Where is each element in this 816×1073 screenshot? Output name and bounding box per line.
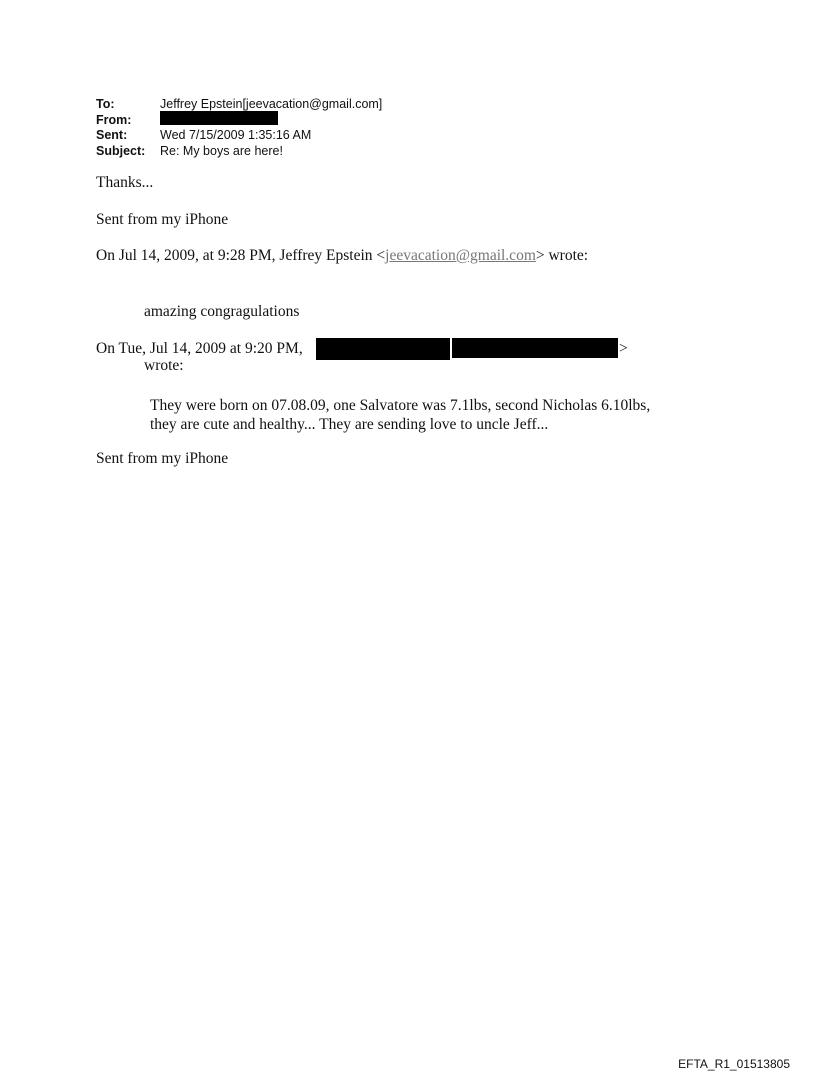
sent-row [96,128,382,144]
reply-text: Thanks... [96,174,154,191]
quote-1-text: amazing congragulations [144,303,300,320]
sender-name-redaction [316,338,450,360]
subject-row [96,144,382,160]
sender-email-redaction [452,338,618,358]
to-value: Jeffrey Epstein[jeevacation@gmail.com] [160,97,383,111]
quote-1-suffix: > wrote: [535,247,589,264]
signature-2: Sent from my iPhone [96,450,229,467]
quote-1-attribution [96,247,588,265]
quote-2-wrote: wrote: [144,357,184,374]
email-header [96,97,382,159]
subject-label: Subject: [96,143,146,158]
quote-2-body [150,396,650,434]
quote-2-attribution [96,340,303,358]
sent-value: Wed 7/15/2009 1:35:16 AM [160,128,312,142]
quote-2-line-1: They were born on 07.08.09, one Salvatore was 7.1lbs, second Nicholas 6.10lbs, [150,397,651,414]
quote-1-email-link[interactable]: jeevacation@gmail.com [385,247,536,264]
from-label: From: [96,112,132,127]
from-row [96,113,382,129]
from-redaction [160,111,278,125]
quote-2-suffix: > [619,340,628,357]
to-label: To: [96,97,115,111]
quote-1-prefix: On Jul 14, 2009, at 9:28 PM, Jeffrey Epstein < [96,247,386,264]
signature-1: Sent from my iPhone [96,211,229,228]
quote-2-prefix: On Tue, Jul 14, 2009 at 9:20 PM, [96,340,303,357]
sent-label: Sent: [96,128,128,142]
document-id: EFTA_R1_01513805 [678,1057,790,1071]
quote-2-line-2: they are cute and healthy... They are sending love to uncle Jeff... [150,416,549,433]
subject-value: Re: My boys are here! [160,143,283,158]
